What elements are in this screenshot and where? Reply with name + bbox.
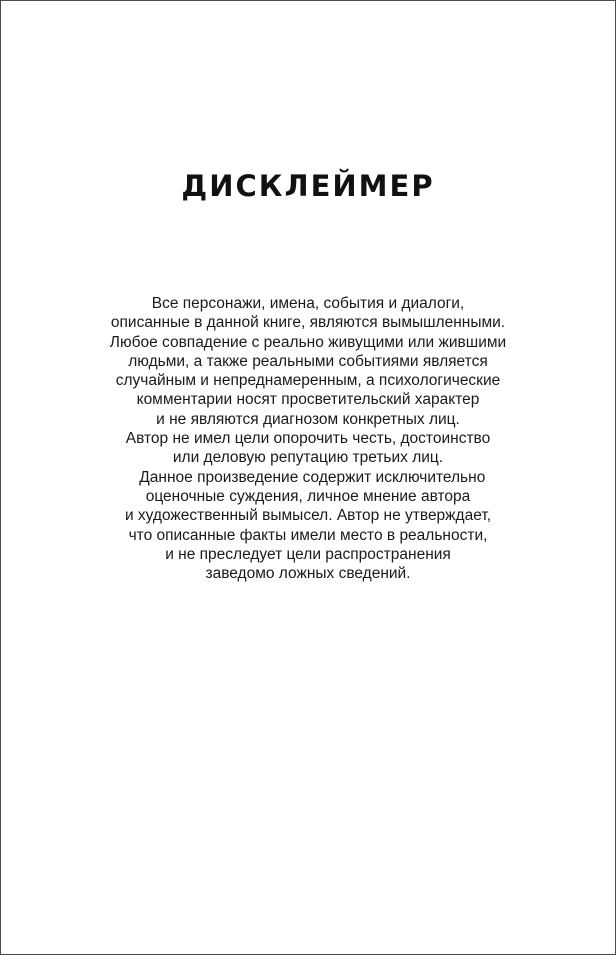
text-line: случайным и непреднамеренным, а психологические [115,372,501,390]
disclaimer-text [1,294,615,583]
page-title: ДИСКЛЕЙМЕР [181,169,435,203]
text-line: комментарии носят просветительский характер [136,391,480,409]
text-line: Автор не имел цели опорочить честь, достоинство [125,430,491,448]
text-line: людьми, а также реальными событиями является [128,352,488,370]
text-line: заведомо ложных сведений. [205,565,411,583]
text-line: оценочные суждения, личное мнение автора [145,487,471,505]
text-line: или деловую репутацию третьих лиц. [172,449,444,467]
text-line: описанные в данной книге, являются вымышленными. [110,314,506,332]
text-line: Данное произведение содержит исключительно [130,468,486,486]
text-line: и не преследует цели распространения [165,545,451,563]
text-line: и не являются диагнозом конкретных лиц. [156,410,460,428]
text-line: и художественный вымысел. Автор не утверждает, [124,507,492,525]
text-line: Все персонажи, имена, события и диалоги, [151,295,465,312]
text-line: Любое совпадение с реально живущими или жившими [109,333,507,351]
text-line: что описанные факты имели место в реальности, [128,526,488,544]
